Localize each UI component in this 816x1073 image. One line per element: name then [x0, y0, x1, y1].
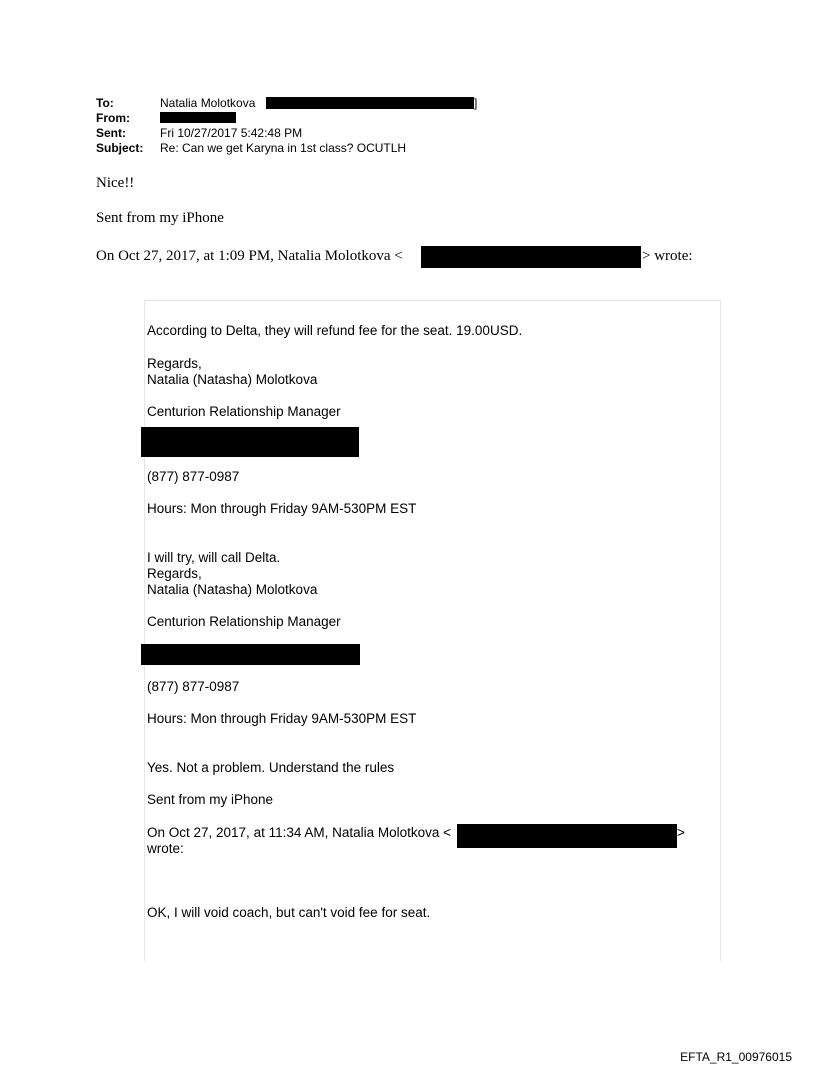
quoted-thread-box: [144, 300, 721, 961]
document-id: EFTA_R1_00976015: [680, 1050, 792, 1064]
quoted-title-1: Centurion Relationship Manager: [147, 404, 341, 419]
quoted-attribution-2: On Oct 27, 2017, at 11:34 AM, Natalia Molotkova <: [147, 825, 452, 840]
redaction-signature-2: [141, 644, 360, 665]
quoted-hours-1: Hours: Mon through Friday 9AM-530PM EST: [147, 501, 417, 516]
redaction-to-email: [266, 97, 474, 109]
to-value: Natalia Molotkova: [160, 96, 256, 110]
quoted-attribution-2-end: >: [677, 825, 685, 840]
quoted-msg-4: OK, I will void coach, but can't void fee for seat.: [147, 905, 431, 920]
quoted-regards-2: Regards,: [147, 566, 202, 581]
quoted-msg-3: Yes. Not a problem. Understand the rules: [147, 760, 395, 775]
quoted-phone-2: (877) 877-0987: [147, 679, 240, 694]
quoted-sent-from: Sent from my iPhone: [147, 792, 274, 807]
quoted-attribution-2-wrote: wrote:: [147, 841, 184, 856]
reply-attribution: [96, 248, 403, 265]
redaction-attribution-2: [457, 824, 677, 848]
reply-line-1: Nice!!: [96, 175, 135, 191]
subject-label: Subject:: [96, 141, 144, 155]
quoted-msg-1: According to Delta, they will refund fee for the seat. 19.00USD.: [147, 323, 523, 338]
quoted-hours-2: Hours: Mon through Friday 9AM-530PM EST: [147, 711, 417, 726]
subject-value: Re: Can we get Karyna in 1st class? OCUTLH: [160, 141, 407, 155]
redaction-signature-1: [141, 427, 359, 457]
quoted-name-2: Natalia (Natasha) Molotkova: [147, 582, 318, 597]
redaction-from: [160, 112, 236, 123]
attribution-start: On Oct 27, 2017, at 1:09 PM, Natalia Molotkova <: [96, 248, 403, 264]
reply-line-2: Sent from my iPhone: [96, 210, 224, 226]
quoted-phone-1: (877) 877-0987: [147, 469, 240, 484]
sent-value: Fri 10/27/2017 5:42:48 PM: [160, 126, 303, 140]
attribution-end: > wrote:: [642, 248, 693, 264]
to-suffix: ]: [474, 96, 478, 110]
sent-label: Sent:: [96, 126, 126, 140]
quoted-title-2: Centurion Relationship Manager: [147, 614, 341, 629]
from-label: From:: [96, 111, 130, 125]
to-label: To:: [96, 96, 114, 110]
quoted-msg-2: I will try, will call Delta.: [147, 550, 281, 565]
redaction-attribution-email: [421, 246, 641, 268]
quoted-regards-1: Regards,: [147, 356, 202, 371]
quoted-name-1: Natalia (Natasha) Molotkova: [147, 372, 318, 387]
